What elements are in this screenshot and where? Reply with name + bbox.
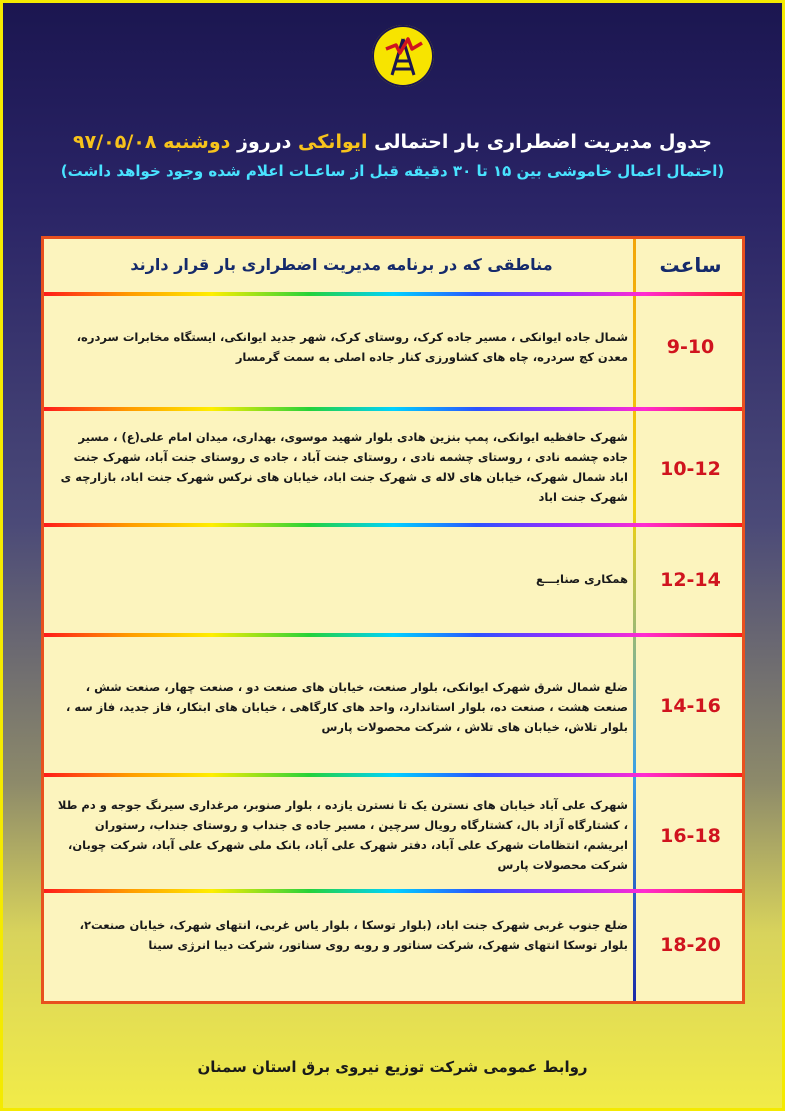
page-footer: روابط عمومی شرکت توزیع نیروی برق استان سمنان [197, 1058, 588, 1076]
title-mid: درروز [237, 131, 292, 153]
row-areas: شهرک علی آباد خیابان های نسترن یک تا نسترن یازده ، بلوار صنوبر، مرغداری سیرنگ جوجه و دم طلا ، کشتارگاه آزاد بال، کشتارگاه رویال سرچین ، مسیر جاده ی جنداب و روستای جنداب، رستوران ابریشم، انتظامات شهرک علی آباد، دفتر شهرک علی آباد، بانک ملی شهرک علی آباد، شرکت چوبان، شرکت محصولات پارس [57, 798, 628, 872]
row-time: 9-10 [666, 336, 715, 358]
row-areas: شهرک حافظیه ایوانکی، پمپ بنزین هادی بلوار شهید موسوی، بهداری، میدان امام علی(ع) ، مسیر جاده چشمه نادی ، روستای چشمه نادی ، روستای جنت آباد ، جاده ی روستای جنت آباد، شهرک جنت اباد شمال شهرک، خیابان های لاله ی شهرک جنت اباد، خیابان های نرکس شهرک جنت اباد، بازارچه ی شهرک جنت اباد [60, 430, 628, 504]
lightning-tower-icon [372, 25, 434, 87]
page-subtitle: (احتمال اعمال خاموشی بین ۱۵ تا ۳۰ دقیقه قبل از ساعـات اعلام شده وجود خواهد داشت) [60, 162, 725, 180]
row-time: 14-16 [660, 695, 721, 717]
row-time: 16-18 [660, 825, 721, 847]
schedule-table [41, 236, 745, 1004]
row-areas: ضلع شمال شرق شهرک ایوانکی، بلوار صنعت، خیابان های صنعت دو ، صنعت چهار، صنعت شش ، صنعت هشت ، صنعت ده، بلوار استاندارد، واحد های کارگاهی ، خیابان های ابتکار، فاز جدید، فاز سه ، بلوار تلاش، خیابان های تلاش ، شرکت محصولات پارس [66, 680, 628, 734]
row-separator [44, 523, 742, 527]
row-time: 10-12 [660, 458, 721, 480]
row-areas: شمال جاده ایوانکی ، مسیر جاده کرک، روستای کرک، شهر جدید ایوانکی، ایستگاه مخابرات سردره، معدن کچ سردره، چاه های کشاورزی کنار جاده اصلی به سمت گرمسار [76, 330, 628, 364]
header-areas: مناطقی که در برنامه مدیریت اضطراری بار قرار دارند [130, 255, 553, 274]
title-date: دوشنبه ۹۷/۰۵/۰۸ [73, 131, 231, 153]
row-separator [44, 889, 742, 893]
column-divider [633, 239, 636, 1001]
title-prefix: جدول مدیریت اضطراری بار احتمالی [374, 131, 712, 153]
row-separator [44, 292, 742, 296]
title-brand: ایوانکی [298, 131, 368, 153]
header-time: ساعت [659, 253, 722, 277]
row-separator [44, 633, 742, 637]
page-title [63, 131, 722, 153]
row-areas: ضلع جنوب غربی شهرک جنت اباد، (بلوار توسکا ، بلوار یاس غربی، انتهای شهرک، خیابان صنعت۲، بلوار توسکا انتهای شهرک، شرکت سناتور و روبه روی سناتور، شرکت دیبا انرژی سینا [79, 918, 628, 952]
row-time: 18-20 [660, 934, 721, 956]
row-areas: همکاری صنایـــع [536, 572, 628, 586]
row-time: 12-14 [660, 569, 721, 591]
row-separator [44, 773, 742, 777]
row-separator [44, 407, 742, 411]
